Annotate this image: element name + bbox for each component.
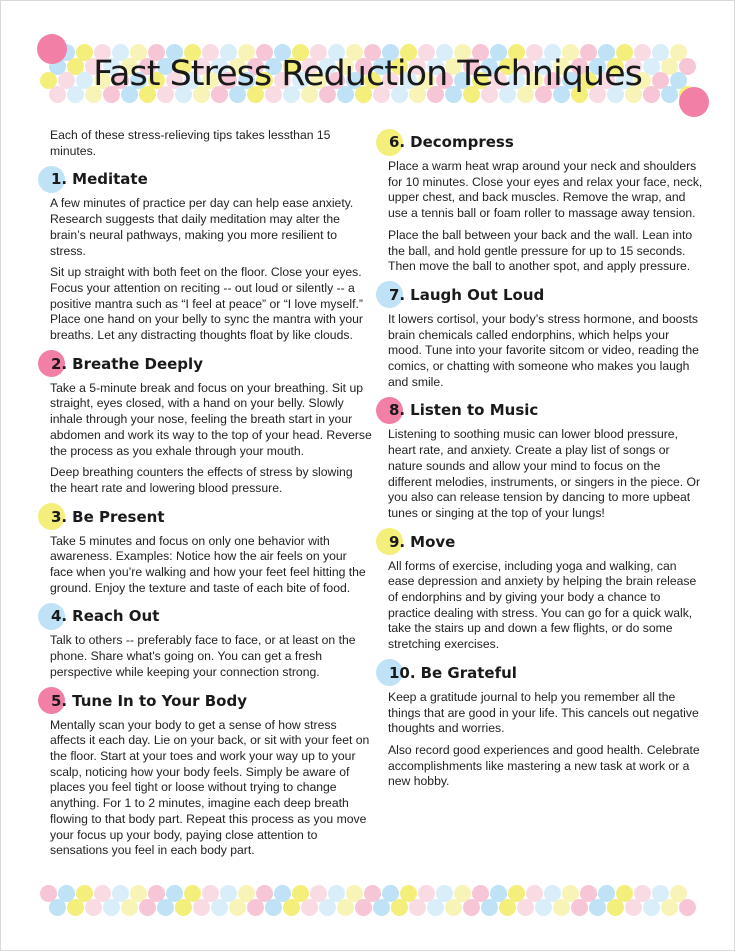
tip-number: 7. <box>389 285 406 304</box>
decorative-dot <box>319 899 336 916</box>
tip-paragraph: Talk to others -- preferably face to face, or at least on the phone. Share what's going on. You can get a fresh perspective while keeping your connection strong. <box>50 633 356 679</box>
decorative-dot <box>679 899 696 916</box>
tip-heading <box>376 128 706 156</box>
tip-heading <box>376 396 706 424</box>
decorative-dot <box>121 899 138 916</box>
tip-section <box>50 602 372 680</box>
decorative-dot <box>49 899 66 916</box>
tip-heading <box>38 687 372 715</box>
tip-title: Move <box>410 532 456 551</box>
right-column <box>388 128 706 796</box>
tip-heading <box>38 165 372 193</box>
decorative-dot <box>517 899 534 916</box>
tip-heading <box>376 659 706 687</box>
tip-paragraph: Take a 5-minute break and focus on your breathing. Sit up straight, eyes closed, with a hand on your belly. Slowly inhale through your nose, feeling the breath start in your abdomen and work its way to the top of your head. Reverse the process as you exhale through your mouth. <box>50 380 372 458</box>
decorative-dot <box>85 899 102 916</box>
tip-heading <box>38 350 372 378</box>
decorative-dot <box>607 899 624 916</box>
tip-paragraph: Take 5 minutes and focus on only one behavior with awareness. Examples: Notice how the air feels on your face when you’re walking and how your feet feel hitting the ground. Enjoy the texture and taste of each bite of food. <box>50 533 366 595</box>
decorative-dot <box>67 899 84 916</box>
decorative-dot <box>391 899 408 916</box>
tip-paragraph: Place a warm heat wrap around your neck and shoulders for 10 minutes. Close your eyes and relax your face, neck, upper chest, and back muscles. Remove the wrap, and use a tennis ball or foam roller to massage away tension. <box>388 159 703 221</box>
tip-heading <box>38 503 372 531</box>
decorative-dot <box>229 899 246 916</box>
decorative-dot <box>427 899 444 916</box>
decorative-dot <box>247 899 264 916</box>
tip-section <box>388 528 706 653</box>
tip-number: 2. <box>51 354 68 373</box>
decorative-dot <box>499 899 516 916</box>
tip-title: Reach Out <box>72 607 160 626</box>
decorative-dot <box>157 899 174 916</box>
tip-number: 9. <box>389 532 406 551</box>
tip-paragraph: Also record good experiences and good health. Celebrate accomplishments like mastering a new task at work or a new hobby. <box>388 742 700 789</box>
tip-paragraph: A few minutes of practice per day can help ease anxiety. Research suggests that daily meditation may alter the brain’s neural pathways, making you more resilient to stress. <box>50 196 354 258</box>
tip-paragraph: Sit up straight with both feet on the floor. Close your eyes. Focus your attention on reciting -- out loud or silently -- a positive mantra such as “I feel at peace” or “I love myself.” Place one hand on your belly to sync the mantra with your breaths. Let any distracting thoughts float by like clouds. <box>50 265 363 343</box>
tip-title: Be Present <box>72 507 165 526</box>
decorative-dot <box>409 899 426 916</box>
tip-section <box>50 687 372 859</box>
tip-title: Be Grateful <box>420 663 517 682</box>
tip-section <box>50 165 372 343</box>
tip-section <box>388 128 706 275</box>
decorative-dot <box>571 899 588 916</box>
decorative-dot <box>175 899 192 916</box>
decorative-dot <box>301 899 318 916</box>
tip-number: 5. <box>51 691 68 710</box>
decorative-dot <box>337 899 354 916</box>
decorative-dot <box>625 899 642 916</box>
tip-heading <box>376 528 706 556</box>
decorative-dot <box>265 899 282 916</box>
tip-section <box>50 503 372 597</box>
tip-heading <box>38 602 372 630</box>
tip-number: 4. <box>51 607 68 626</box>
decorative-dot <box>355 899 372 916</box>
decorative-dot <box>211 899 228 916</box>
tip-number: 8. <box>389 401 406 420</box>
tip-number: 3. <box>51 507 68 526</box>
tip-number: 10. <box>389 663 416 682</box>
decorative-dot <box>553 899 570 916</box>
decorative-dot <box>535 899 552 916</box>
tip-title: Laugh Out Loud <box>410 285 545 304</box>
tip-section <box>50 350 372 497</box>
decorative-dot <box>661 899 678 916</box>
tip-title: Decompress <box>410 133 514 151</box>
left-column <box>50 128 372 865</box>
tip-paragraph: Keep a gratitude journal to help you remember all the things that are good in your life. This cancels out negative thoughts and worries. <box>388 689 699 736</box>
tip-paragraph: Place the ball between your back and the wall. Lean into the ball, and hold gentle pressure for up to 15 seconds. Then move the ball to another spot, and apply pressure. <box>388 227 693 274</box>
tip-number: 6. <box>389 133 406 151</box>
tip-paragraph: It lowers cortisol, your body’s stress hormone, and boosts brain chemicals called endorphins, which helps your mood. Tune into your favorite sitcom or video, reading the comics, or chatting with someone who makes you laugh and smile. <box>388 311 699 389</box>
decorative-dot <box>373 899 390 916</box>
decorative-dot <box>193 899 210 916</box>
tip-title: Listen to Music <box>410 401 539 420</box>
tip-heading <box>376 281 706 309</box>
tip-title: Tune In to Your Body <box>72 691 247 710</box>
decorative-dot <box>481 899 498 916</box>
tip-paragraph: Listening to soothing music can lower blood pressure, heart rate, and anxiety. Create a play list of songs or nature sounds and allow your mind to focus on the different melodies, instruments, or singers in the piece. Or you also can release tension by dancing to more upbeat tunes or singing at the top of your lungs! <box>388 427 701 520</box>
tip-section <box>388 396 706 521</box>
decorative-dot <box>103 899 120 916</box>
decorative-dot <box>463 899 480 916</box>
bottom-dots-decoration <box>40 885 700 921</box>
decorative-dot <box>643 899 660 916</box>
tip-title: Breathe Deeply <box>72 354 203 373</box>
page-title: Fast Stress Reduction Techniques <box>93 54 642 94</box>
tip-title: Meditate <box>72 170 148 189</box>
tip-paragraph: Deep breathing counters the effects of stress by slowing the heart rate and lowering blood pressure. <box>50 465 353 495</box>
intro-text: Each of these stress-relieving tips takes lessthan 15 minutes. <box>50 128 331 158</box>
tip-section <box>388 281 706 391</box>
tip-section <box>388 659 706 790</box>
decorative-dot <box>139 899 156 916</box>
tip-paragraph: All forms of exercise, including yoga and walking, can ease depression and anxiety by helping the brain release of endorphins and by giving your body a chance to practice dealing with stress. You can go for a quick walk, take the stairs up and down a few flights, or do some stretching exercises. <box>388 558 697 652</box>
decorative-dot <box>283 899 300 916</box>
decorative-dot <box>445 899 462 916</box>
tip-paragraph: Mentally scan your body to get a sense of how stress affects it each day. Lie on your back, or sit with your feet on the floor. Start at your toes and work your way up to your scalp, noticing how your body feels. Simply be aware of places you feel tight or loose without trying to change anything. For 1 to 2 minutes, imagine each deep breath flowing to that body part. Repeat this process as you move your focus up your body, paying close attention to sensations you feel in each body part. <box>50 717 370 858</box>
tip-number: 1. <box>51 170 68 189</box>
decorative-dot <box>589 899 606 916</box>
